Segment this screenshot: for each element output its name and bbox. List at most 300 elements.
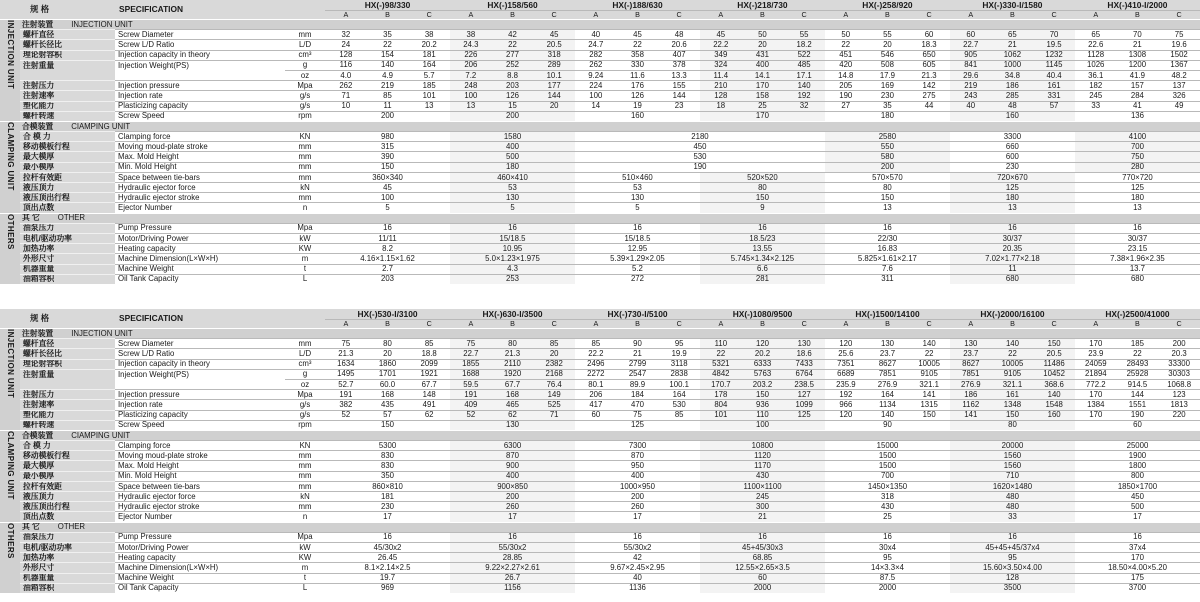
spec-value: 546	[867, 50, 909, 60]
spec-value: 126	[492, 91, 534, 101]
param-name-en: Ejector Number	[115, 512, 285, 522]
param-unit: mm	[285, 142, 325, 152]
spec-value: 33300	[1158, 359, 1200, 369]
spec-row	[0, 542, 1200, 552]
model-header-row	[0, 0, 1200, 11]
spec-value: 8.1×2.14×2.5	[325, 563, 450, 573]
param-name-cn: 塑化能力	[20, 101, 115, 111]
param-name-cn: 注射速率	[20, 91, 115, 101]
spec-value: 5.39×1.29×2.05	[575, 254, 700, 264]
spec-value: 25928	[1117, 369, 1159, 379]
param-name-cn: 注射重量	[20, 60, 115, 70]
spec-value: 321.1	[908, 379, 950, 389]
model-name: HX(-)2500/41000	[1075, 309, 1200, 320]
spec-value: 1315	[908, 400, 950, 410]
spec-value: 431	[742, 50, 784, 60]
spec-value: 3300	[950, 132, 1075, 142]
spec-value: 7351	[825, 359, 867, 369]
param-name-en: Motor/Driving Power	[115, 233, 285, 243]
spec-value: 25.6	[825, 349, 867, 359]
spec-value: 1384	[1075, 400, 1117, 410]
spec-row	[0, 40, 1200, 50]
screw-variant-label: A	[700, 320, 742, 329]
spec-value: 68.85	[700, 553, 825, 563]
spec-value: 1500	[825, 451, 950, 461]
spec-value: 150	[742, 390, 784, 400]
param-name-en: Screw L/D Ratio	[115, 349, 285, 359]
spec-value: 52.7	[325, 379, 367, 389]
screw-variant-label: B	[992, 11, 1034, 20]
screw-variant-label: A	[1075, 320, 1117, 329]
section-title-en: CIAMPING UNIT	[71, 430, 131, 440]
param-name-en: Min. Mold Height	[115, 162, 285, 172]
spec-value: 28.85	[450, 553, 575, 563]
param-unit: rpm	[285, 420, 325, 430]
spec-value: 260	[575, 502, 700, 512]
spec-value: 40.4	[1033, 70, 1075, 80]
spec-value: 17	[325, 512, 450, 522]
spec-value: 19.6	[1158, 40, 1200, 50]
spec-value: 19.9	[658, 349, 700, 359]
screw-variant-label: C	[908, 11, 950, 20]
spec-value: 19	[617, 101, 659, 111]
spec-row	[0, 451, 1200, 461]
spec-value: 62	[408, 410, 450, 420]
param-unit: KW	[285, 553, 325, 563]
spec-value: 18	[700, 101, 742, 111]
spec-value: 4.3	[450, 264, 575, 274]
spec-value: 101	[700, 410, 742, 420]
screw-variant-label: A	[950, 320, 992, 329]
param-name-cn: 移动模板行程	[20, 451, 115, 461]
param-name-cn: 外形尺寸	[20, 254, 115, 264]
param-unit: KN	[285, 441, 325, 451]
spec-value: 1068.8	[1158, 379, 1200, 389]
spec-value: 804	[700, 400, 742, 410]
spec-value: 5.745×1.34×2.125	[700, 254, 825, 264]
spec-value: 2000	[825, 583, 950, 593]
spec-value: 130	[783, 339, 825, 349]
spec-value: 13	[950, 203, 1075, 213]
spec-value: 24	[325, 40, 367, 50]
spec-value: 23.15	[1075, 244, 1200, 254]
section-title-cn: 合模装置	[22, 430, 54, 440]
spec-value: 169	[867, 81, 909, 91]
spec-value: 914.5	[1117, 379, 1159, 389]
spec-value: 125	[950, 183, 1075, 193]
param-name-en: Min. Mold Height	[115, 471, 285, 481]
spec-value: 22/30	[825, 233, 950, 243]
spec-row	[0, 492, 1200, 502]
spec-value: 200	[325, 111, 450, 121]
spec-value: 33	[950, 512, 1075, 522]
spec-value: 7851	[867, 369, 909, 379]
screw-variant-label: C	[408, 11, 450, 20]
spec-value: 1688	[450, 369, 492, 379]
spec-value: 154	[367, 50, 409, 60]
spec-label-en: SPECIFICATION	[115, 309, 325, 329]
spec-row	[0, 101, 1200, 111]
model-name: HX(-)188/630	[575, 0, 700, 11]
spec-value: 45	[700, 30, 742, 40]
spec-row	[0, 339, 1200, 349]
spec-value: 95	[950, 553, 1075, 563]
param-unit: g/s	[285, 400, 325, 410]
spec-value: 18.8	[408, 349, 450, 359]
spec-value: 1620×1480	[950, 481, 1075, 491]
param-name-cn: 螺杆转速	[20, 420, 115, 430]
spec-value: 53	[450, 183, 575, 193]
spec-value: 203	[492, 81, 534, 91]
spec-value: 407	[658, 50, 700, 60]
spec-value: 252	[492, 60, 534, 70]
spec-value: 205	[825, 81, 867, 91]
screw-variant-label: A	[575, 320, 617, 329]
spec-value: 525	[533, 400, 575, 410]
spec-value: 1162	[950, 400, 992, 410]
spec-row	[0, 553, 1200, 563]
section-title-cn: 其 它	[22, 522, 40, 532]
spec-value: 7.38×1.96×2.35	[1075, 254, 1200, 264]
spec-value: 76.4	[533, 379, 575, 389]
spec-value: 11.6	[617, 70, 659, 80]
spec-value: 170	[1075, 410, 1117, 420]
spec-value: 48.2	[1158, 70, 1200, 80]
spec-value: 20	[367, 349, 409, 359]
spec-value: 21.3	[492, 349, 534, 359]
model-name: HX(-)158/560	[450, 0, 575, 11]
spec-value: 9105	[992, 369, 1034, 379]
spec-value: 22.6	[1075, 40, 1117, 50]
spec-row	[0, 390, 1200, 400]
spec-value: 15.60×3.50×4.00	[950, 563, 1075, 573]
spec-value: 80	[950, 420, 1075, 430]
param-name-cn: 螺杆直径	[20, 30, 115, 40]
spec-row	[0, 60, 1200, 70]
param-name-en: Injection capacity in theory	[115, 359, 285, 369]
param-name-en: Plasticizing capacity	[115, 101, 285, 111]
spec-value: 9.24	[575, 70, 617, 80]
spec-value: 10005	[992, 359, 1034, 369]
param-name-en: Injection Weight(PS)	[115, 369, 285, 379]
spec-value: 34.8	[992, 70, 1034, 80]
spec-value: 71	[325, 91, 367, 101]
spec-value: 360×340	[325, 172, 450, 182]
spec-value: 13.55	[700, 244, 825, 254]
spec-value: 206	[450, 60, 492, 70]
screw-variant-label: B	[1117, 11, 1159, 20]
section-header-others	[0, 522, 1200, 532]
spec-value: 311	[825, 274, 950, 284]
spec-value: 16	[950, 532, 1075, 542]
section-title	[20, 522, 1200, 532]
spec-value: 16	[450, 223, 575, 233]
spec-value: 176	[617, 81, 659, 91]
param-unit: mm	[285, 172, 325, 182]
spec-value: 80.1	[575, 379, 617, 389]
spec-value: 23.9	[1075, 349, 1117, 359]
spec-value: 6764	[783, 369, 825, 379]
spec-value: 900	[450, 461, 575, 471]
spec-value: 219	[367, 81, 409, 91]
spec-value: 7.2	[450, 70, 492, 80]
spec-value: 1920	[492, 369, 534, 379]
spec-value: 85	[658, 410, 700, 420]
param-name-en: Heating capacity	[115, 244, 285, 254]
screw-variant-label: A	[575, 11, 617, 20]
spec-value: 49	[1158, 101, 1200, 111]
spec-value: 20.35	[950, 244, 1075, 254]
spec-value: 180	[1075, 193, 1200, 203]
param-unit: L/D	[285, 349, 325, 359]
param-name-cn: 注射压力	[20, 81, 115, 91]
screw-variant-label: A	[825, 11, 867, 20]
spec-value: 6.6	[700, 264, 825, 274]
param-unit: KN	[285, 132, 325, 142]
screw-variant-label: C	[658, 320, 700, 329]
param-name-cn: 拉杆有效距	[20, 481, 115, 491]
spec-value: 182	[1075, 81, 1117, 91]
spec-row	[0, 369, 1200, 379]
param-name-cn: 油泵压力	[20, 532, 115, 542]
spec-value: 400	[450, 471, 575, 481]
param-name-en: Max. Mold Height	[115, 152, 285, 162]
spec-value: 150	[700, 193, 825, 203]
spec-row	[0, 502, 1200, 512]
param-name-en: Screw L/D Ratio	[115, 40, 285, 50]
model-name: HX(-)2000/16100	[950, 309, 1075, 320]
spec-value: 14.8	[825, 70, 867, 80]
spec-value: 235.9	[825, 379, 867, 389]
spec-row	[0, 379, 1200, 389]
model-name: HX(-)630-I/3500	[450, 309, 575, 320]
spec-value: 5.825×1.61×2.17	[825, 254, 950, 264]
spec-value: 21	[1117, 40, 1159, 50]
screw-variant-label: B	[492, 11, 534, 20]
spec-row	[0, 481, 1200, 491]
screw-variant-label: B	[867, 320, 909, 329]
param-name-en: Hydraulic ejector stroke	[115, 502, 285, 512]
spec-value: 42	[492, 30, 534, 40]
spec-value: 100	[325, 193, 450, 203]
param-name-cn: 机器重量	[20, 573, 115, 583]
param-name-en: Oil Tank Capacity	[115, 274, 285, 284]
spec-value: 510×460	[575, 172, 700, 182]
spec-value: 22	[1117, 349, 1159, 359]
screw-variant-label: A	[450, 11, 492, 20]
param-unit: kW	[285, 233, 325, 243]
model-name: HX(-)258/920	[825, 0, 950, 11]
param-unit: mm	[285, 471, 325, 481]
spec-value: 600	[950, 152, 1075, 162]
spec-value: 24.7	[575, 40, 617, 50]
param-name-en: Hydraulic ejector stroke	[115, 193, 285, 203]
param-name-cn: 螺杆转速	[20, 111, 115, 121]
spec-value: 80	[492, 339, 534, 349]
spec-row	[0, 172, 1200, 182]
spec-value: 349	[700, 50, 742, 60]
param-unit: kN	[285, 183, 325, 193]
spec-row	[0, 471, 1200, 481]
spec-value: 16	[325, 223, 450, 233]
spec-value: 900×850	[450, 481, 575, 491]
spec-value: 530	[575, 152, 825, 162]
spec-value: 170.7	[700, 379, 742, 389]
screw-variant-label: B	[367, 11, 409, 20]
spec-value: 17	[1075, 512, 1200, 522]
spec-value: 870	[450, 451, 575, 461]
spec-value: 7300	[575, 441, 700, 451]
spec-value: 29.6	[950, 70, 992, 80]
model-name: HX(-)410-I/2000	[1075, 0, 1200, 11]
spec-value: 522	[783, 50, 825, 60]
spec-value: 200	[575, 492, 700, 502]
spec-value: 14×3.3×4	[825, 563, 950, 573]
screw-variant-label: C	[1158, 11, 1200, 20]
spec-value: 45	[533, 30, 575, 40]
spec-value: 15000	[825, 441, 950, 451]
model-name: HX(-)530-I/3100	[325, 309, 450, 320]
spec-value: 67.7	[492, 379, 534, 389]
spec-value: 2580	[825, 132, 950, 142]
param-unit: t	[285, 264, 325, 274]
spec-value: 841	[950, 60, 992, 70]
param-name-cn: 油箱容积	[20, 583, 115, 593]
spec-value: 324	[700, 60, 742, 70]
spec-value: 230	[950, 162, 1075, 172]
spec-value: 18.2	[783, 40, 825, 50]
spec-value: 170	[1075, 390, 1117, 400]
param-name-en	[115, 379, 285, 389]
spec-value: 16	[450, 532, 575, 542]
spec-value: 2496	[575, 359, 617, 369]
spec-value: 5.2	[575, 264, 700, 274]
spec-value: 9105	[908, 369, 950, 379]
param-name-cn: 最大模厚	[20, 461, 115, 471]
spec-value: 100	[700, 420, 825, 430]
spec-value: 245	[1075, 91, 1117, 101]
spec-value: 22.7	[450, 349, 492, 359]
spec-value: 65	[992, 30, 1034, 40]
spec-value: 1170	[700, 461, 825, 471]
spec-value: 330	[617, 60, 659, 70]
spec-value: 530	[658, 400, 700, 410]
spec-label-en: SPECIFICATION	[115, 0, 325, 20]
spec-value: 25	[742, 101, 784, 111]
param-name-cn: 外形尺寸	[20, 563, 115, 573]
spec-value: 1156	[450, 583, 575, 593]
param-name-cn: 螺杆长径比	[20, 40, 115, 50]
spec-value: 38	[450, 30, 492, 40]
spec-value: 130	[575, 193, 700, 203]
spec-value: 144	[658, 91, 700, 101]
spec-value: 85	[533, 339, 575, 349]
spec-value: 125	[783, 410, 825, 420]
spec-value: 128	[700, 91, 742, 101]
spec-value: 368.6	[1033, 379, 1075, 389]
spec-value: 170	[1075, 339, 1117, 349]
spec-value: 123	[1158, 390, 1200, 400]
spec-value: 20.5	[533, 40, 575, 50]
spec-value: 200	[450, 111, 575, 121]
spec-value: 28493	[1117, 359, 1159, 369]
spec-value: 20	[742, 40, 784, 50]
spec-value: 130	[450, 193, 575, 203]
spec-value: 435	[367, 400, 409, 410]
param-name-en: Space between tie-bars	[115, 481, 285, 491]
spec-value: 230	[325, 502, 450, 512]
spec-value: 2838	[658, 369, 700, 379]
spec-value: 190	[825, 91, 867, 101]
spec-value: 23.7	[867, 349, 909, 359]
spec-value: 41	[1117, 101, 1159, 111]
spec-value: 100.1	[658, 379, 700, 389]
spec-value: 140	[783, 81, 825, 91]
spec-value: 52	[325, 410, 367, 420]
spec-value: 11.4	[700, 70, 742, 80]
spec-value: 284	[1117, 91, 1159, 101]
spec-value: 750	[1075, 152, 1200, 162]
spec-value: 181	[408, 50, 450, 60]
spec-value: 10	[325, 101, 367, 111]
param-unit: Mpa	[285, 223, 325, 233]
spec-value: 45	[617, 30, 659, 40]
param-unit: mm	[285, 30, 325, 40]
spec-row	[0, 203, 1200, 213]
spec-value: 20.2	[408, 40, 450, 50]
param-unit: mm	[285, 461, 325, 471]
spec-value: 178	[700, 390, 742, 400]
spec-label-cn: 规 格	[0, 309, 115, 329]
screw-variant-label: C	[658, 11, 700, 20]
param-name-en: Space between tie-bars	[115, 172, 285, 182]
spec-value: 85	[575, 339, 617, 349]
spec-value: 1551	[1117, 400, 1159, 410]
screw-variant-label: B	[742, 11, 784, 20]
spec-value: 3118	[658, 359, 700, 369]
side-label-others: OTHERS	[0, 213, 20, 284]
spec-value: 6689	[825, 369, 867, 379]
spec-value: 45/30x2	[325, 542, 450, 552]
spec-value: 318	[825, 492, 950, 502]
spec-value: 20	[867, 40, 909, 50]
param-name-cn: 液压顶出行程	[20, 502, 115, 512]
param-unit: n	[285, 203, 325, 213]
spec-value: 26.45	[325, 553, 450, 563]
spec-value: 22	[367, 40, 409, 50]
spec-value: 500	[450, 152, 575, 162]
spec-value: 465	[492, 400, 534, 410]
spec-value: 32	[783, 101, 825, 111]
spec-value: 11	[367, 101, 409, 111]
spec-value: 57	[1033, 101, 1075, 111]
spec-value: 22	[492, 40, 534, 50]
spec-value: 180	[950, 193, 1075, 203]
spec-value: 18.50×4.00×5.20	[1075, 563, 1200, 573]
spec-row	[0, 152, 1200, 162]
spec-value: 1450×1350	[825, 481, 950, 491]
spec-value: 50	[742, 30, 784, 40]
spec-value: 800	[1075, 471, 1200, 481]
spec-value: 203	[325, 274, 450, 284]
spec-value: 128	[950, 573, 1075, 583]
param-name-en	[115, 70, 285, 80]
spec-value: 830	[325, 451, 450, 461]
param-name-en: Max. Mold Height	[115, 461, 285, 471]
section-title-en: OTHER	[57, 522, 86, 532]
spec-value: 1860	[367, 359, 409, 369]
screw-variant-label: A	[825, 320, 867, 329]
